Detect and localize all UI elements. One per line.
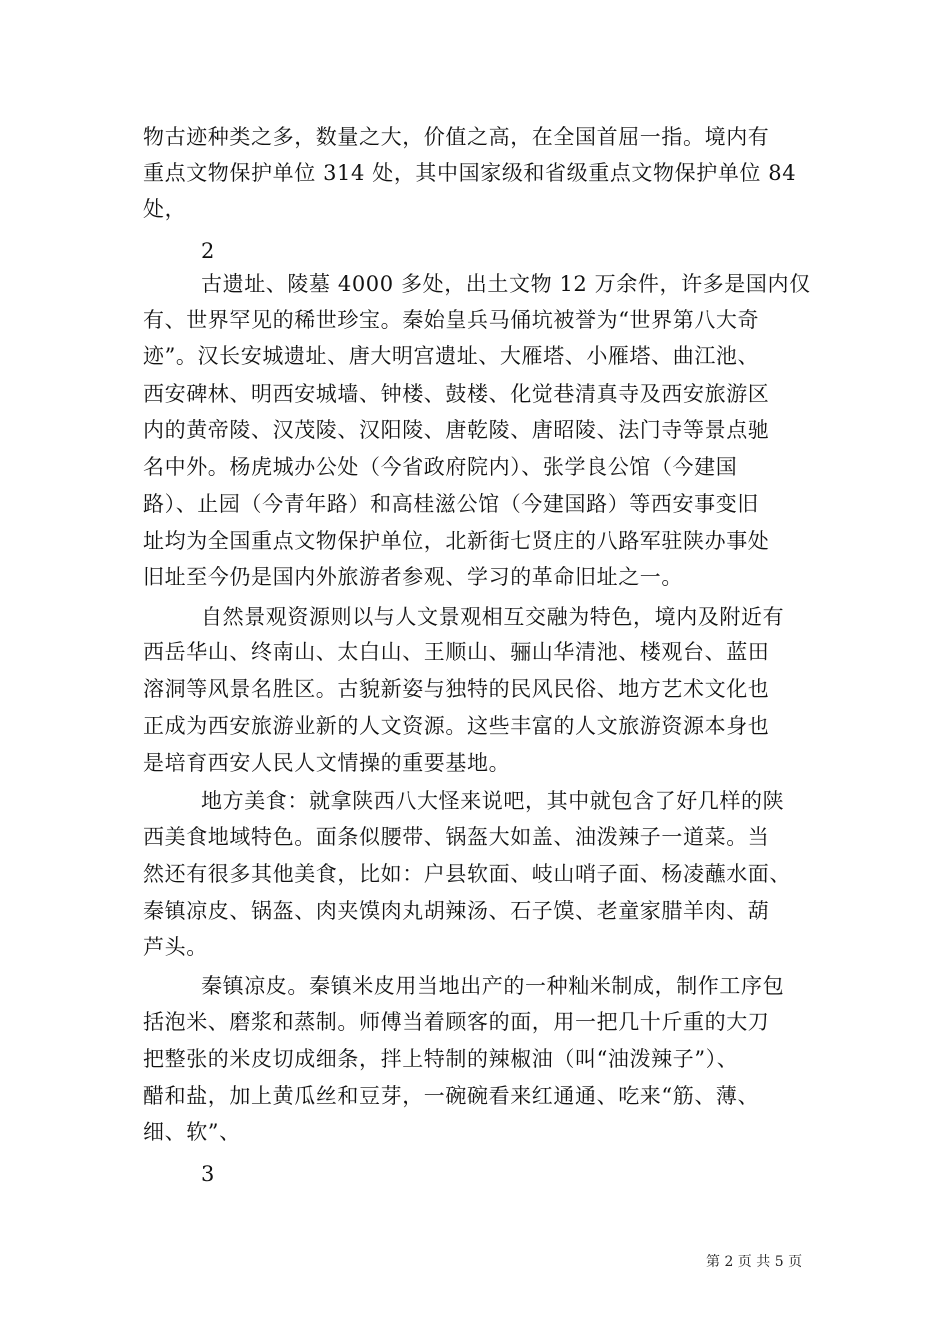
page-number-marker: 3: [201, 1162, 215, 1186]
text-line: 旧址至今仍是国内外旅游者参观、学习的革命旧址之一。: [143, 565, 683, 589]
text-line: 迹”。汉长安城遗址、唐大明宫遗址、大雁塔、小雁塔、曲江池、: [143, 344, 760, 368]
text-line: 是培育西安人民人文情操的重要基地。: [143, 751, 511, 775]
text-line: 秦镇凉皮。秦镇米皮用当地出产的一种籼米制成，制作工序包: [201, 974, 785, 998]
text-line: 路）、止园（今青年路）和高桂滋公馆（今建国路）等西安事变旧: [143, 492, 759, 516]
text-line: 有、世界罕见的稀世珍宝。秦始皇兵马俑坑被誉为“世界第八大奇: [143, 308, 760, 332]
text-line: 内的黄帝陵、汉茂陵、汉阳陵、唐乾陵、唐昭陵、法门寺等景点驰: [143, 418, 770, 442]
text-line: 括泡米、磨浆和蒸制。师傅当着顾客的面，用一把几十斤重的大刀: [143, 1010, 770, 1034]
text-line: 处，: [143, 197, 187, 221]
text-line: 细、软”、: [143, 1120, 241, 1144]
text-line: 地方美食：就拿陕西八大怪来说吧，其中就包含了好几样的陕: [201, 789, 785, 813]
text-line: 西美食地域特色。面条似腰带、锅盔大如盖、油泼辣子一道菜。当: [143, 825, 770, 849]
text-line: 古遗址、陵墓 4000 多处，出土文物 12 万余件，许多是国内仅: [201, 272, 811, 296]
page-number-marker: 2: [201, 239, 215, 263]
text-line: 址均为全国重点文物保护单位，北新街七贤庄的八路军驻陕办事处: [143, 529, 770, 553]
text-line: 名中外。杨虎城办公处（今省政府院内）、张学良公馆（今建国: [143, 455, 738, 479]
text-line: 西岳华山、终南山、太白山、王顺山、骊山华清池、楼观台、蓝田: [143, 640, 770, 664]
text-line: 重点文物保护单位 314 处，其中国家级和省级重点文物保护单位 84: [143, 161, 797, 185]
text-line: 芦头。: [143, 935, 208, 959]
text-line: 溶洞等风景名胜区。古貌新姿与独特的民风民俗、地方艺术文化也: [143, 677, 770, 701]
text-line: 物古迹种类之多，数量之大，价值之高，在全国首屈一指。境内有: [143, 125, 770, 149]
text-line: 然还有很多其他美食，比如：户县软面、岐山哨子面、杨凌蘸水面、: [143, 862, 791, 886]
text-line: 醋和盐，加上黄瓜丝和豆芽，一碗碗看来红通通、吃来“筋、薄、: [143, 1084, 760, 1108]
text-line: 自然景观资源则以与人文景观相互交融为特色，境内及附近有: [201, 605, 785, 629]
text-line: 正成为西安旅游业新的人文资源。这些丰富的人文旅游资源本身也: [143, 714, 770, 738]
page-footer-label: 第 2 页 共 5 页: [706, 1254, 803, 1270]
text-line: 秦镇凉皮、锅盔、肉夹馍肉丸胡辣汤、石子馍、老童家腊羊肉、葫: [143, 899, 770, 923]
text-line: 把整张的米皮切成细条，拌上特制的辣椒油（叫“油泼辣子”）、: [143, 1047, 739, 1071]
text-line: 西安碑林、明西安城墙、钟楼、鼓楼、化觉巷清真寺及西安旅游区: [143, 382, 770, 406]
